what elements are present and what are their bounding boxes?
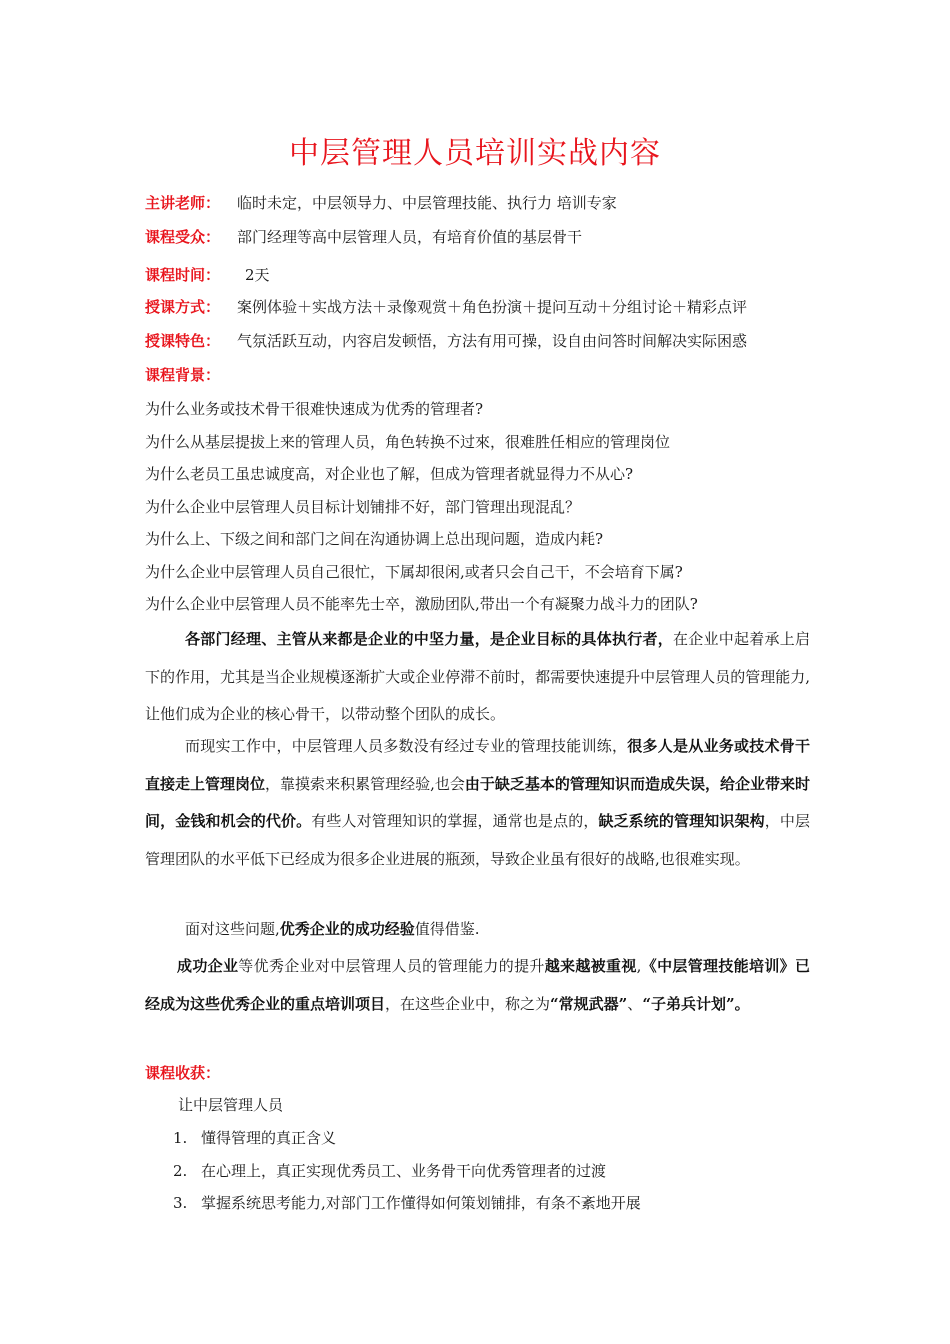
p2-bold-1: 很多人是从业务或技术骨干直接走上管理岗位 <box>145 737 810 793</box>
item-number: 1. <box>173 1129 188 1147</box>
info-row-teacher <box>145 192 617 213</box>
gains-intro: 让中层管理人员 <box>178 1096 284 1114</box>
p2-bold-3: 缺乏系统的管理知识架构 <box>598 812 765 830</box>
audience-label: 课程受众： <box>145 228 221 246</box>
feature-label: 授课特色： <box>145 332 221 350</box>
gains-list <box>173 1126 641 1224</box>
item-text: 懂得管理的真正含义 <box>201 1129 337 1147</box>
p1-bold-1: 各部门经理、主管从来都是企业的中坚力量，是企业目标的具体执行者， <box>185 630 673 648</box>
p4-text-4: 、 <box>627 994 643 1013</box>
list-item: 为什么企业中层管理人员自己很忙，下属却很闲,或者只会自己干，不会培育下属? <box>145 562 683 581</box>
duration-label: 课程时间： <box>145 266 221 284</box>
p4-text-3: ，在这些企业中，称之为 <box>385 994 551 1013</box>
paragraph-1 <box>145 621 810 734</box>
p2-text-3: 有些人对管理知识的掌握，通常也是点的， <box>311 812 599 830</box>
method-label: 授课方式： <box>145 298 221 316</box>
teacher-label: 主讲老师： <box>145 194 221 212</box>
list-item: 为什么业务或技术骨干很难快速成为优秀的管理者? <box>145 400 484 418</box>
list-item: 为什么老员工虽忠诚度高，对企业也了解，但成为管理者就显得力不从心? <box>145 465 634 483</box>
list-item: 为什么从基层提拔上来的管理人员，角色转换不过來，很难胜任相应的管理岗位 <box>145 432 671 451</box>
p4-bold-5: “子弟兵计划”。 <box>642 994 750 1013</box>
paragraph-2 <box>145 728 810 878</box>
item-number: 2. <box>173 1161 188 1180</box>
p4-text-1: 等优秀企业对中层管理人员的管理能力的提升 <box>238 957 545 975</box>
p2-text-1: 而现实工作中，中层管理人员多数没有经过专业的管理技能训练， <box>185 737 628 755</box>
p2-bold-2: 由于缺乏基本的管理知识而造成失误，给企业带来时间，金钱和机会的代价。 <box>145 774 810 830</box>
duration-value: 2天 <box>245 266 270 284</box>
audience-value: 部门经理等高中层管理人员，有培育价值的基层骨干 <box>237 228 583 246</box>
p1-text-1: 在企业中起着承上启下的作用，尤其是当企业规模逐渐扩大或企业停滞不前时，都需要快速提升中层管理人员的管理能力,让他们成为企业的核心骨干，以带动整个团队的成长。 <box>145 630 810 723</box>
item-text: 在心理上，真正实现优秀员工、业务骨干向优秀管理者的过渡 <box>201 1161 607 1180</box>
list-item: 为什么企业中层管理人员不能率先士卒，激励团队,带出一个有凝聚力战斗力的团队? <box>145 595 698 613</box>
list-item <box>173 1126 641 1159</box>
info-row-method <box>145 296 748 317</box>
method-value: 案例体验＋实战方法＋录像观赏＋角色扮演＋提问互动＋分组讨论＋精彩点评 <box>237 298 748 316</box>
info-row-feature <box>145 330 748 351</box>
paragraph-3 <box>145 911 810 949</box>
p4-text-2: , <box>636 957 642 975</box>
p2-text-4: ，中层管理团队的水平低下已经成为很多企业进展的瓶颈，导致企业虽有很好的战略,也很难实现。 <box>145 812 810 868</box>
p4-bold-2: 越来越被重视 <box>544 957 637 975</box>
list-item <box>173 1159 641 1192</box>
list-item <box>173 1191 641 1224</box>
info-row-duration <box>145 264 270 285</box>
item-number: 3. <box>173 1194 188 1212</box>
teacher-value: 临时未定，中层领导力、中层管理技能、执行力 培训专家 <box>237 194 617 212</box>
p3-text-1: 面对这些问题, <box>185 920 280 938</box>
list-item: 为什么上、下级之间和部门之间在沟通协调上总出现问题，造成内耗? <box>145 530 604 548</box>
p4-bold-4: “常规武器” <box>550 994 628 1013</box>
feature-value: 气氛活跃互动，内容启发顿悟，方法有用可操，设自由问答时间解决实际困惑 <box>237 332 748 350</box>
item-text: 掌握系统思考能力,对部门工作懂得如何策划铺排，有条不紊地开展 <box>201 1194 641 1212</box>
p2-text-2: ，靠摸索来积累管理经验,也会 <box>265 774 465 793</box>
p4-bold-1: 成功企业 <box>177 957 239 975</box>
p3-text-2: 值得借鉴. <box>414 920 480 938</box>
paragraph-4 <box>145 948 810 1023</box>
info-row-audience <box>145 226 583 247</box>
p3-bold-1: 优秀企业的成功经验 <box>279 920 415 938</box>
page-title: 中层管理人员培训实战内容 <box>289 136 661 171</box>
gains-heading: 课程收获： <box>145 1064 221 1082</box>
list-item: 为什么企业中层管理人员目标计划铺排不好，部门管理出现混乱？ <box>145 497 581 516</box>
background-heading: 课程背景： <box>145 366 221 384</box>
p4-bold-3: 《中层管理技能培训》已经成为这些优秀企业的重点培训项目 <box>145 957 810 1013</box>
question-list <box>145 397 698 625</box>
